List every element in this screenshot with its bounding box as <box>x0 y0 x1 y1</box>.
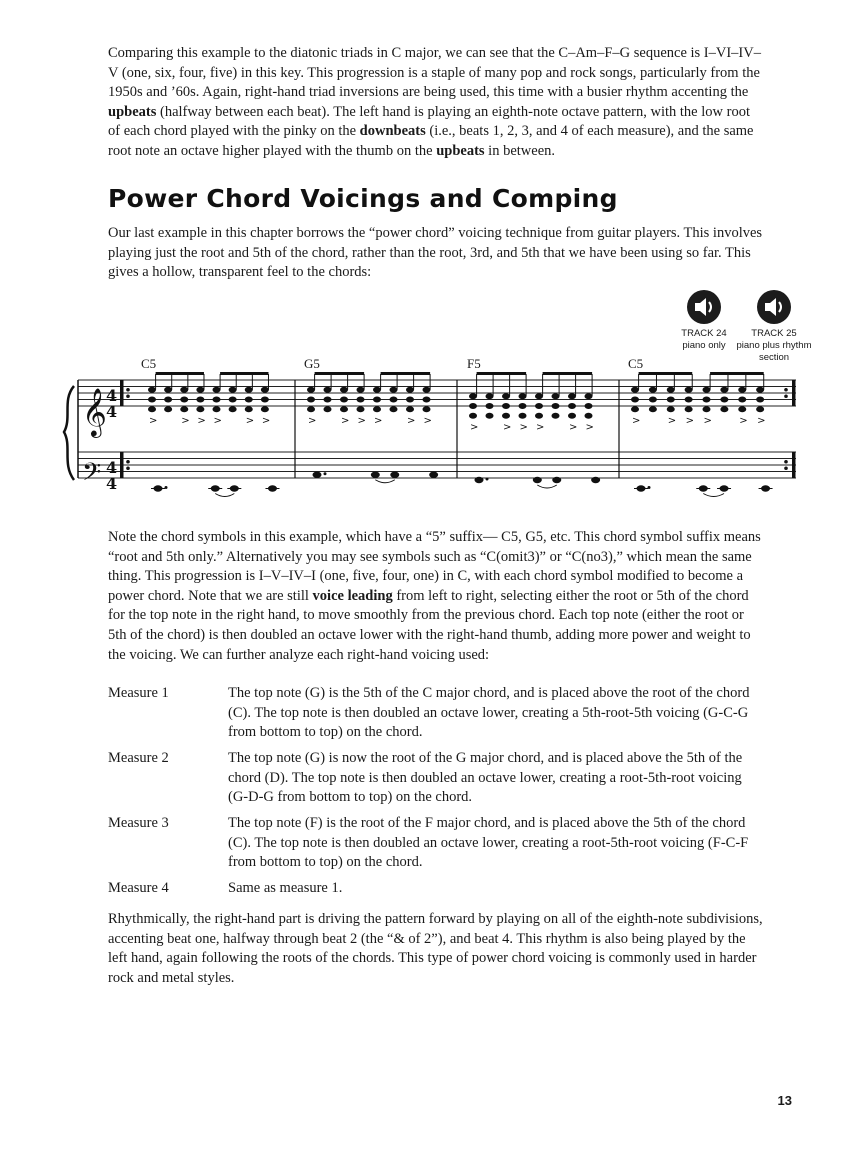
notehead <box>469 413 477 419</box>
notehead <box>568 413 576 419</box>
notehead <box>261 387 269 393</box>
notehead <box>371 472 380 478</box>
beam <box>381 372 431 375</box>
accent-mark: > <box>667 415 677 427</box>
repeat-end-bar <box>792 380 796 406</box>
notehead <box>535 403 543 409</box>
notehead <box>213 397 221 403</box>
notehead <box>423 387 431 393</box>
tie <box>537 485 556 488</box>
text-run: Note the chord symbols in this example, which have a “5” suffix— C5, G5, etc. This chord symbol suffix means “root and 5th only.” Alternatively you may see symbols such as “C(omit3)” or “C(no3),” which mean the same thing. This progression is I–V–IV–I (one, five, four, one) in C, with each chord symbol modified to become a power chord. Note that we are still <box>108 529 761 604</box>
notehead <box>324 387 332 393</box>
notehead <box>685 397 693 403</box>
notehead <box>423 406 431 412</box>
notehead <box>631 406 639 412</box>
beam <box>710 372 764 375</box>
text-run: (i.e., beats 1, 2, 3, and 4 of each measure), and the same root note an octave higher played with the thumb on the <box>108 123 754 159</box>
notehead <box>703 406 711 412</box>
notehead <box>486 413 494 419</box>
repeat-end-bar <box>792 452 796 478</box>
accent-mark: > <box>341 415 350 427</box>
notehead <box>373 406 381 412</box>
treble-clef: 𝄞 <box>82 387 107 436</box>
text-run: from left to right, selecting either the root or 5th of the chord for the top note in the right hand, to move smoothly from the previous chord. Each top note (either the root or 5th of the chord) is then doubled an octave lower with the right-hand thumb, adding more power and weight to the voicing. We can further analyze each right-hand voicing used: <box>108 587 751 663</box>
notehead <box>703 387 711 393</box>
grand-staff-brace <box>64 386 74 480</box>
track-25-badge[interactable] <box>734 290 814 364</box>
bold-term: upbeats <box>108 103 157 120</box>
accent-mark: > <box>197 415 206 427</box>
notehead <box>552 393 560 399</box>
notehead <box>373 397 381 403</box>
notehead <box>406 397 414 403</box>
notehead <box>649 387 657 393</box>
section-intro: Our last example in this chapter borrows the “power chord” voicing technique from guitar players. This involves playing just the root and 5th of the chord, rather than the root, 3rd, and 5th that we have been using so far. This gives a hollow, transparent feel to the chords: <box>108 225 763 281</box>
notehead <box>196 387 204 393</box>
notehead <box>667 397 675 403</box>
measure-label: Measure 4 <box>108 880 169 896</box>
accent-mark: > <box>374 415 383 427</box>
track-number: TRACK 24 <box>681 328 727 339</box>
measure-description: Same as measure 1. <box>228 880 343 896</box>
accent-mark: > <box>536 421 545 433</box>
notehead <box>475 477 484 483</box>
notehead <box>486 403 494 409</box>
notehead <box>373 387 381 393</box>
notehead <box>307 406 315 412</box>
notehead <box>649 397 657 403</box>
notehead <box>340 406 348 412</box>
accent-mark: > <box>308 415 317 427</box>
closing-paragraph: Rhythmically, the right-hand part is driving the pattern forward by playing on all of the eighth-note subdivisions, accenting beat one, halfway through beat 2 (the “& of 2”), and beat 4. This rhythm is also being played by the left hand, again following the roots of the chords. This type of power chord voicing is commonly used in harder rock and metal styles. <box>108 911 763 986</box>
notehead <box>552 477 561 483</box>
notehead <box>502 393 510 399</box>
dot <box>648 486 651 489</box>
measure-label: Measure 2 <box>108 750 169 766</box>
accent-mark: > <box>357 415 366 427</box>
bold-term: downbeats <box>359 123 426 140</box>
text-run: Comparing this example to the diatonic triads in C major, we can see that the C–Am–F–G sequence is I–VI–IV–V (one, six, four, five) in this key. This progression is a staple of many pop and rock songs, particularly from the 1950s and ’60s. Again, right-hand triad inversions are being used, this time with a busier rhythm accenting the <box>108 45 761 101</box>
repeat-start-bar <box>120 380 124 406</box>
accent-mark: > <box>739 415 748 427</box>
speaker-icon <box>687 290 721 324</box>
notehead <box>720 387 728 393</box>
notehead <box>357 387 365 393</box>
time-signature-bottom: 4 <box>106 402 118 421</box>
notehead <box>196 406 204 412</box>
notehead <box>390 387 398 393</box>
notehead <box>738 406 746 412</box>
notehead <box>502 413 510 419</box>
measure-label: Measure 1 <box>108 685 169 701</box>
track-desc: piano plus rhythm section <box>736 340 812 363</box>
notehead <box>486 393 494 399</box>
notehead <box>469 393 477 399</box>
notehead <box>519 393 527 399</box>
speaker-icon <box>757 290 791 324</box>
notehead <box>164 387 172 393</box>
notehead <box>245 406 253 412</box>
time-signature-bottom: 4 <box>106 474 118 493</box>
notehead <box>552 403 560 409</box>
notehead <box>180 397 188 403</box>
measure-description: The top note (G) is the 5th of the C major chord, and is placed above the root of the chord (C). The top note is then doubled an octave lower, creating a 5th-root-5th voicing (G-C-G from bottom to top) on the chord. <box>228 685 750 741</box>
notehead <box>533 477 542 483</box>
dot <box>486 478 489 481</box>
notehead <box>631 387 639 393</box>
notehead <box>535 393 543 399</box>
tie <box>703 494 724 497</box>
notehead <box>307 397 315 403</box>
notehead <box>229 397 237 403</box>
bass-clef: 𝄢 <box>82 458 102 493</box>
notehead <box>585 393 593 399</box>
beam <box>543 372 593 375</box>
section-title: Power Chord Voicings and Comping <box>108 184 618 213</box>
chord-symbol: C5 <box>628 356 644 371</box>
beam <box>315 372 365 375</box>
accent-mark: > <box>407 415 416 427</box>
bold-term: voice leading <box>312 587 393 604</box>
notehead <box>469 403 477 409</box>
notehead <box>738 387 746 393</box>
notehead <box>756 406 764 412</box>
notehead <box>164 397 172 403</box>
repeat-dot <box>126 394 130 398</box>
accent-mark: > <box>569 421 578 433</box>
notehead <box>164 406 172 412</box>
notehead <box>519 403 527 409</box>
repeat-dot <box>784 460 788 464</box>
notehead <box>390 397 398 403</box>
notehead <box>340 397 348 403</box>
accent-mark: > <box>181 415 190 427</box>
notehead <box>568 403 576 409</box>
notehead <box>261 406 269 412</box>
notehead <box>720 406 728 412</box>
repeat-start-bar <box>120 452 124 478</box>
accent-mark: > <box>149 415 158 427</box>
barlines <box>78 380 796 478</box>
notehead <box>307 387 315 393</box>
notehead <box>631 397 639 403</box>
chord-symbol: F5 <box>467 356 481 371</box>
time-signature-top: 4 <box>106 386 118 405</box>
notehead <box>324 397 332 403</box>
notehead <box>667 387 675 393</box>
notehead <box>552 413 560 419</box>
notehead <box>213 406 221 412</box>
notehead <box>357 406 365 412</box>
notehead <box>502 403 510 409</box>
bold-term: upbeats <box>436 142 485 159</box>
dot <box>165 486 168 489</box>
notehead <box>591 477 600 483</box>
notehead <box>313 472 322 478</box>
notehead <box>180 406 188 412</box>
notehead <box>324 406 332 412</box>
tie <box>375 480 394 483</box>
track-24-badge[interactable] <box>664 290 744 352</box>
notehead <box>148 387 156 393</box>
accent-mark: > <box>632 415 641 427</box>
beam <box>639 372 693 375</box>
page-number: 13 <box>777 1093 792 1108</box>
notehead <box>390 472 399 478</box>
chord-symbol: G5 <box>304 356 320 371</box>
notehead <box>245 387 253 393</box>
time-signature-top: 4 <box>106 458 118 477</box>
notehead <box>229 406 237 412</box>
repeat-dot <box>126 460 130 464</box>
measure-label: Measure 3 <box>108 815 169 831</box>
beam <box>156 372 204 375</box>
text-run: (halfway between each beat). The left hand is playing an eighth-note octave pattern, with the low root of each chord played with the pinky on the <box>108 103 750 140</box>
notehead <box>423 397 431 403</box>
intro-paragraph <box>108 44 764 162</box>
notehead <box>703 397 711 403</box>
notehead <box>148 406 156 412</box>
text-run: in between. <box>484 142 556 159</box>
notehead <box>340 387 348 393</box>
left-hand-notes <box>151 472 773 497</box>
notehead <box>245 397 253 403</box>
accent-mark: > <box>519 421 528 433</box>
accent-mark: > <box>245 415 255 427</box>
notehead <box>667 406 675 412</box>
notehead <box>429 472 438 478</box>
repeat-dot <box>126 388 130 392</box>
notehead <box>213 387 221 393</box>
staff-lines <box>78 380 796 478</box>
notehead <box>738 397 746 403</box>
music-score <box>60 370 800 500</box>
accent-mark: > <box>470 421 479 433</box>
measure-description: The top note (G) is now the root of the G major chord, and is placed above the 5th of the chord (D). The top note is then doubled an octave lower, creating a root-5th-root voicing (G-D-G from bottom to top) on the chord. <box>228 750 743 806</box>
notehead <box>756 397 764 403</box>
chord-symbol: C5 <box>141 356 157 371</box>
notehead <box>261 397 269 403</box>
repeat-dot <box>784 466 788 470</box>
notehead <box>357 397 365 403</box>
repeat-dot <box>784 394 788 398</box>
repeat-dot <box>126 466 130 470</box>
notehead <box>568 393 576 399</box>
accent-mark: > <box>423 415 432 427</box>
repeat-dot <box>784 388 788 392</box>
notehead <box>519 413 527 419</box>
notehead <box>229 387 237 393</box>
notehead <box>180 387 188 393</box>
track-number: TRACK 25 <box>751 328 797 339</box>
tie <box>215 494 234 497</box>
accent-mark: > <box>585 421 594 433</box>
notehead <box>196 397 204 403</box>
notehead <box>148 397 156 403</box>
accent-mark: > <box>757 415 766 427</box>
notehead <box>685 387 693 393</box>
notehead <box>406 406 414 412</box>
accent-mark: > <box>213 415 222 427</box>
notehead <box>756 387 764 393</box>
measure-description: The top note (F) is the root of the F major chord, and is placed above the 5th of the chord (C). The top note is then doubled an octave lower, creating a root-5th-root voicing (F-C-F from bottom to top) on the chord. <box>228 815 749 871</box>
notehead <box>685 406 693 412</box>
accent-mark: > <box>685 415 695 427</box>
notehead <box>585 403 593 409</box>
accent-mark: > <box>503 421 512 433</box>
notehead <box>406 387 414 393</box>
notehead <box>649 406 657 412</box>
beam <box>477 372 526 375</box>
notehead <box>720 397 728 403</box>
notehead <box>585 413 593 419</box>
track-desc: piano only <box>682 340 726 351</box>
beam <box>220 372 268 375</box>
notehead <box>535 413 543 419</box>
notehead <box>390 406 398 412</box>
accent-mark: > <box>261 415 271 427</box>
note-paragraph <box>108 528 764 665</box>
dot <box>324 472 327 475</box>
accent-mark: > <box>703 415 712 427</box>
